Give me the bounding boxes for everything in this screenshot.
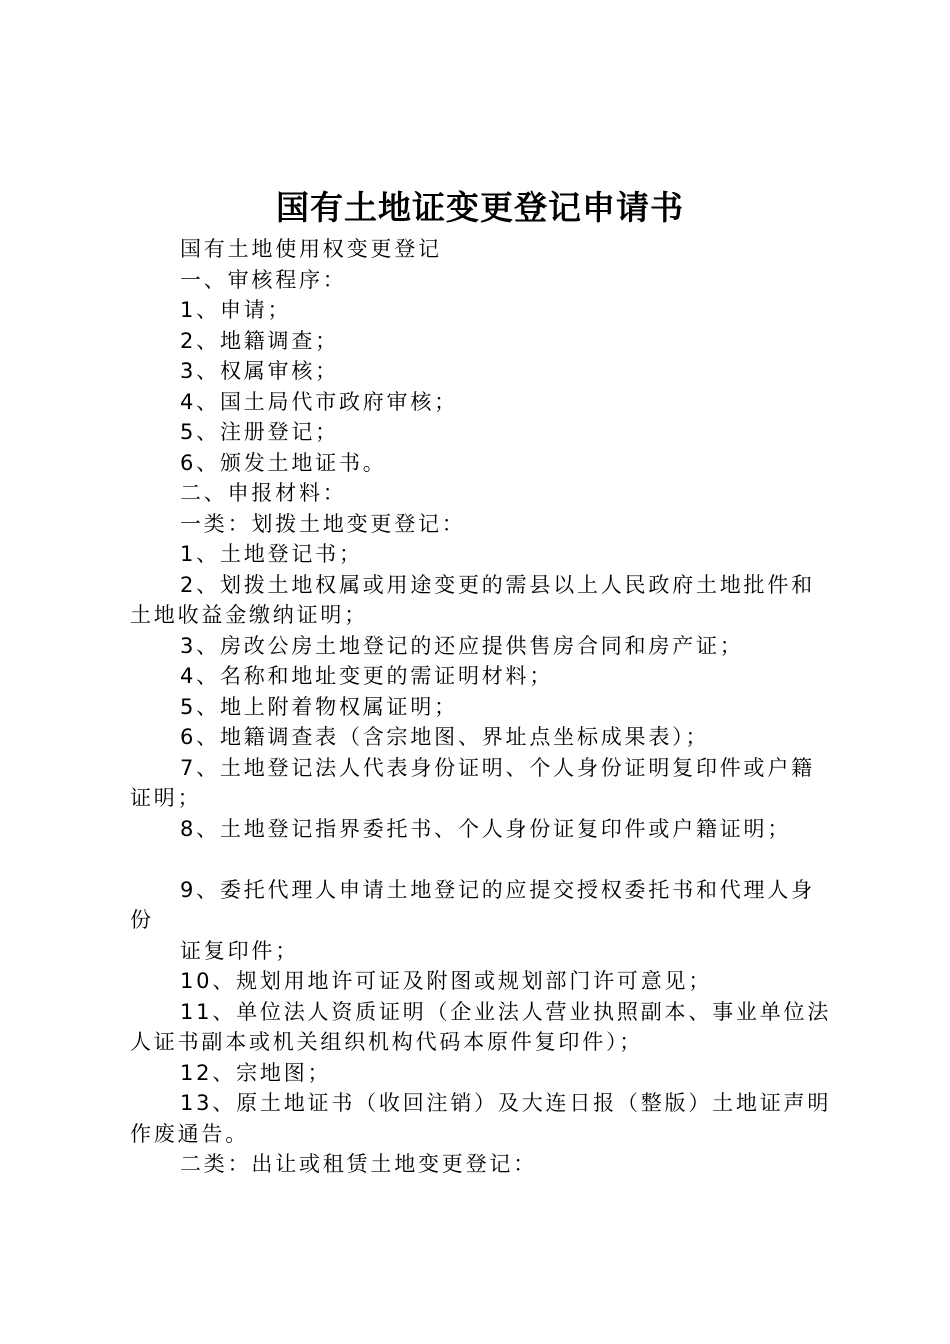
- list-item: 6、地籍调查表（含宗地图、界址点坐标成果表）；: [180, 725, 710, 749]
- list-item: 7、土地登记法人代表身份证明、个人身份证明复印件或户籍证明；: [130, 755, 815, 810]
- subsection-heading: 二类：出让或租赁土地变更登记：: [180, 1152, 537, 1176]
- list-item: 2、划拨土地权属或用途变更的需县以上人民政府土地批件和土地收益金缴纳证明；: [130, 572, 815, 627]
- list-item: 6、颁发土地证书。: [180, 450, 387, 475]
- subsection-heading: 一类：划拨土地变更登记：: [180, 511, 466, 536]
- list-item-continuation: 证复印件；: [180, 938, 299, 963]
- list-item: 2、地籍调查；: [180, 328, 339, 353]
- section-heading: 二、申报材料：: [180, 481, 347, 505]
- document-title: 国有土地证变更登记申请书: [276, 188, 684, 227]
- blank-line: [130, 844, 835, 875]
- list-item: 10、规划用地许可证及附图或规划部门许可意见；: [180, 969, 713, 993]
- list-item: 13、原土地证书（收回注销）及大连日报（整版）土地证声明作废通告。: [130, 1091, 832, 1146]
- list-item: 1、土地登记书；: [180, 542, 363, 566]
- section-heading: 一、审核程序：: [180, 267, 347, 292]
- list-item: 8、土地登记指界委托书、个人身份证复印件或户籍证明；: [180, 816, 792, 841]
- list-item: 1、申请；: [180, 298, 292, 322]
- list-item: 3、权属审核；: [180, 359, 339, 383]
- list-item: 11、单位法人资质证明（企业法人营业执照副本、事业单位法人证书副本或机关组织机构代码本原件复印件）；: [130, 999, 832, 1054]
- list-item: 4、国土局代市政府审核；: [180, 389, 458, 414]
- list-item: 3、房改公房土地登记的还应提供售房合同和房产证；: [180, 633, 744, 658]
- list-item: 12、宗地图；: [180, 1060, 332, 1085]
- list-item: 9、委托代理人申请土地登记的应提交授权委托书和代理人身份: [130, 877, 815, 932]
- list-item: 5、地上附着物权属证明；: [180, 694, 458, 719]
- document-body: [130, 234, 835, 1180]
- list-item: 4、名称和地址变更的需证明材料；: [180, 664, 554, 688]
- list-item: 5、注册登记；: [180, 420, 339, 444]
- paragraph: 国有土地使用权变更登记: [180, 237, 442, 261]
